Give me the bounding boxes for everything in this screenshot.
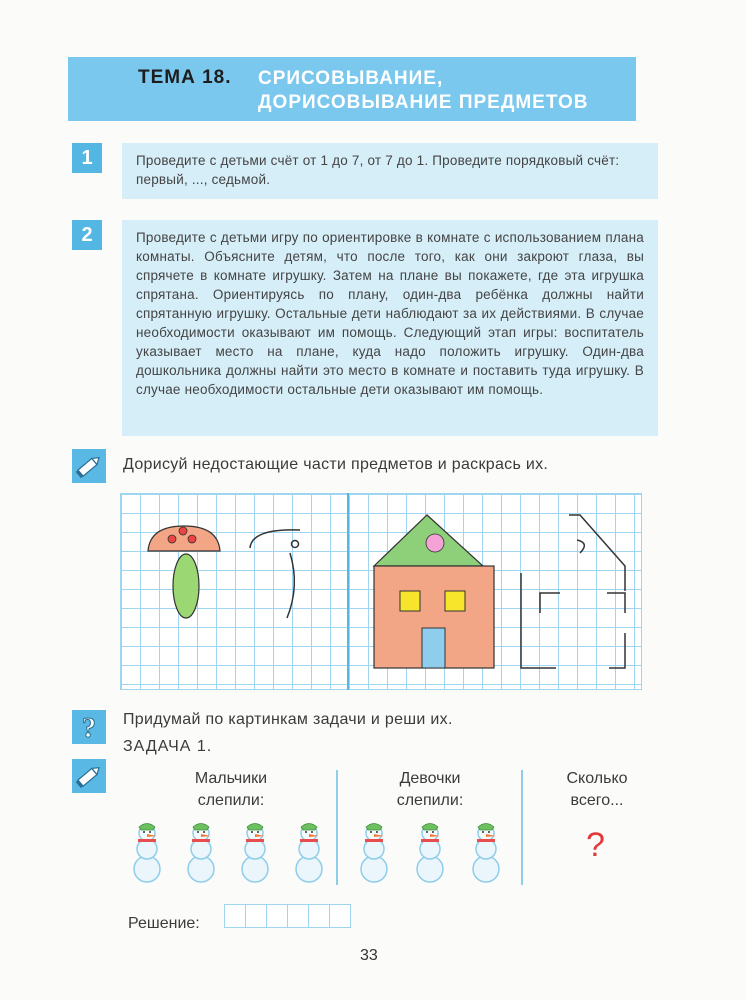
- answer-cell[interactable]: [329, 904, 351, 928]
- task-1-number-badge: 1: [72, 143, 102, 173]
- answer-cell[interactable]: [245, 904, 267, 928]
- girls-label: Девочки слепили:: [396, 770, 464, 809]
- answer-cell[interactable]: [287, 904, 309, 928]
- question-icon: [72, 710, 106, 744]
- mushroom-sample: [148, 526, 220, 618]
- answer-cell[interactable]: [224, 904, 246, 928]
- snowman-girls: [464, 821, 508, 883]
- snowman-girls: [352, 821, 396, 883]
- svg-text:?: ?: [82, 713, 96, 744]
- house-sample: [374, 515, 494, 668]
- total-label: Сколько всего...: [566, 770, 628, 809]
- topic-number: ТЕМА 18.: [138, 67, 232, 88]
- task-2-number-badge: 2: [72, 220, 102, 250]
- topic-title-bar: [68, 57, 636, 121]
- answer-boxes[interactable]: [225, 904, 351, 928]
- task-2-text: Проведите с детьми игру по ориентировке в комнате с использованием плана комнаты. Объясните детям, что после того, как они закроют глаза, вы спрячете в комнате игрушку. Затем на плане вы покажете, где эта игрушка спрятана. Ориентируясь по плану, один-два ребёнка должны найти спрятанную игрушку. Остальные дети наблюдают за их действиями. В случае необходимости оказывают им помощь. Следующий этап игры: воспитатель указывает место на плане, куда надо положить игрушку. Один-два дошкольника должны найти это место в комнате и поставить туда игрушку. В случае необходимости остальные дети оказывают им помощь.: [122, 220, 658, 436]
- snowman-girls: [408, 821, 452, 883]
- snowman-boys: [179, 821, 223, 883]
- answer-cell[interactable]: [308, 904, 330, 928]
- snowman-boys: [287, 821, 331, 883]
- pencil-icon: [72, 759, 106, 793]
- task-1-text: Проведите с детьми счёт от 1 до 7, от 7 до 1. Проведите порядковый счёт: первый, ..., седьмой.: [122, 143, 658, 199]
- pencil-icon: [72, 449, 106, 483]
- drawing-figures: [120, 493, 640, 688]
- problem-label: ЗАДАЧА 1.: [123, 738, 213, 755]
- snowman-boys: [125, 821, 169, 883]
- problem-instruction: Придумай по картинкам задачи и реши их.: [123, 711, 453, 728]
- page-number: 33: [360, 947, 378, 964]
- draw-instruction: Дорисуй недостающие части предметов и раскрась их.: [123, 456, 549, 473]
- snowman-boys: [233, 821, 277, 883]
- question-mark: ?: [586, 826, 605, 864]
- solution-label: Решение:: [128, 915, 200, 932]
- house-outline: [521, 515, 625, 668]
- column-separator: [336, 770, 338, 885]
- boys-label: Мальчики слепили:: [194, 770, 268, 809]
- answer-cell[interactable]: [266, 904, 288, 928]
- column-separator: [521, 770, 523, 885]
- mushroom-outline: [250, 530, 300, 618]
- topic-title: СРИСОВЫВАНИЕ, ДОРИСОВЫВАНИЕ ПРЕДМЕТОВ: [258, 68, 589, 113]
